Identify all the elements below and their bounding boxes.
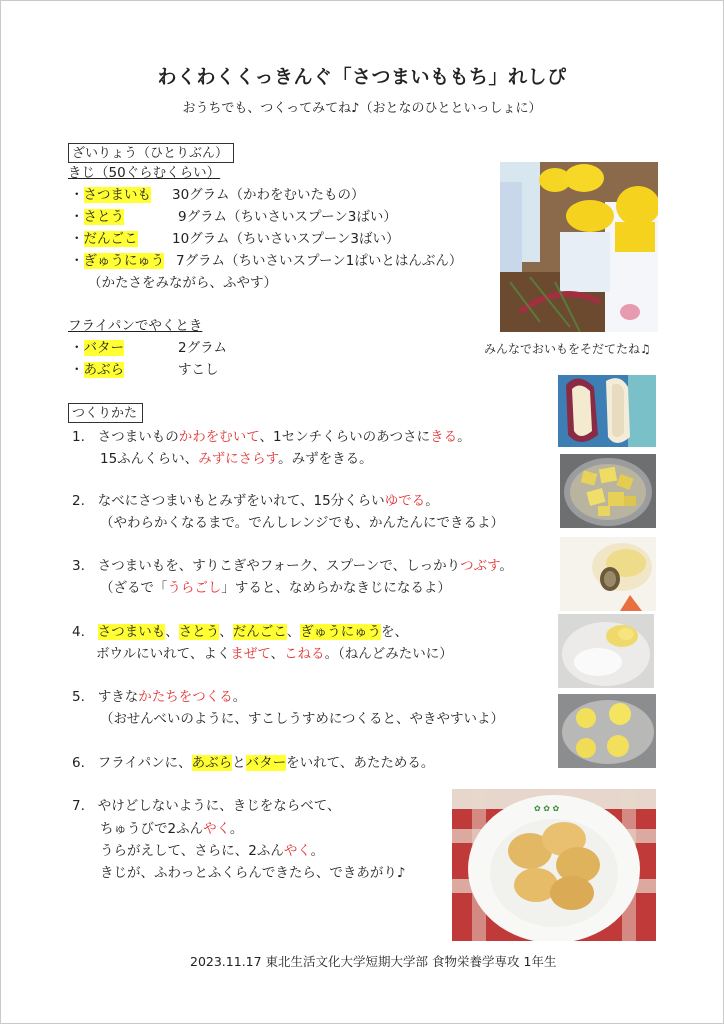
- step-7-line-1: 7. やけどしないように、きじをならべて、: [72, 798, 341, 814]
- step-3-photo: [560, 537, 656, 611]
- step-3-line-2: （ざるで「うらごし」すると、なめらかなきじになるよ）: [100, 580, 451, 596]
- step-7-line-2: ちゅうびで2ふんやく。: [100, 821, 244, 837]
- footer-credit: 2023.11.17 東北生活文化大学短期大学部 食物栄養学専攻 1年生: [190, 954, 557, 969]
- step-2-photo: [560, 454, 656, 528]
- step-2-line-2: （やわらかくなるまで。でんしレンジでも、かんたんにできるよ）: [100, 515, 505, 531]
- children-garden-photo: [500, 162, 658, 332]
- pan-heading: フライパンでやくとき: [68, 318, 203, 334]
- step-1-photo: [558, 375, 656, 447]
- step-7-line-4: きじが、ふわっとふくらんできたら、できあがり♪: [100, 865, 406, 881]
- steps-heading: つくりかた: [68, 403, 143, 423]
- finished-dish-photo: [452, 789, 656, 941]
- step-4-line-2: ボウルにいれて、よくまぜて、こねる。（ねんどみたいに）: [96, 646, 453, 662]
- step-7-line-3: うらがえして、さらに、2ふんやく。: [100, 843, 325, 859]
- ingredient-name: あぶら: [83, 362, 124, 378]
- page-title: わくわくくっきんぐ「さつまいももち」れしぴ: [157, 66, 567, 88]
- ingredient-amount: 10グラム（ちいさいスプーン3ばい）: [172, 231, 400, 247]
- step-5-line-1: 5. すきなかたちをつくる。: [72, 689, 247, 705]
- step-6-line-1: 6. フライパンに、あぶらとバターをいれて、あたためる。: [72, 755, 435, 771]
- ingredient-row: ・さとう: [70, 209, 124, 225]
- svg-text:✿ ✿ ✿: ✿ ✿ ✿: [534, 804, 560, 813]
- ingredient-amount: 30グラム（かわをむいたもの）: [172, 187, 365, 203]
- step-4-photo: [558, 614, 654, 688]
- ingredient-amount: 9グラム（ちいさいスプーン3ばい）: [178, 209, 397, 225]
- ingredient-amount: 7グラム（ちいさいスプーン1ぱいとはんぶん）: [176, 253, 463, 269]
- ingredient-name: さつまいも: [83, 187, 151, 203]
- ingredients-heading: ざいりょう（ひとりぶん）: [68, 143, 234, 163]
- step-5-line-2: （おせんべいのように、すこしうすめにつくると、やきやすいよ）: [100, 711, 505, 727]
- ingredient-amount: 2グラム: [178, 340, 227, 356]
- ingredient-row: ・さつまいも: [70, 187, 151, 203]
- ingredient-name: さとう: [83, 209, 124, 225]
- page-subtitle: おうちでも、つくってみてね♪（おとなのひとといっしょに）: [182, 101, 542, 116]
- ingredient-name: ぎゅうにゅう: [83, 253, 165, 269]
- ingredient-note: （かたさをみながら、ふやす）: [88, 275, 277, 291]
- photo-caption: みんなでおいもをそだてたね♫: [484, 342, 651, 356]
- ingredient-amount: すこし: [178, 362, 219, 378]
- ingredient-name: バター: [83, 340, 124, 356]
- step-2-line-1: 2. なべにさつまいもとみずをいれて、15分くらいゆでる。: [72, 493, 439, 509]
- ingredient-row: ・ぎゅうにゅう: [70, 253, 165, 269]
- step-3-line-1: 3. さつまいもを、すりこぎやフォーク、スプーンで、しっかりつぶす。: [72, 558, 514, 574]
- step-5-photo: [558, 694, 656, 768]
- ingredient-row: ・バター: [70, 340, 124, 356]
- step-1-line-2: 15ふんくらい、みずにさらす。みずをきる。: [100, 451, 373, 467]
- ingredient-name: だんごこ: [83, 231, 138, 247]
- step-4-line-1: 4. さつまいも、さとう、だんごこ、ぎゅうにゅうを、: [72, 624, 408, 640]
- dough-heading: きじ（50ぐらむくらい）: [68, 165, 221, 181]
- ingredient-row: ・だんごこ: [70, 231, 138, 247]
- ingredient-row: ・あぶら: [70, 362, 124, 378]
- step-1-line-1: 1. さつまいものかわをむいて、1センチくらいのあつさにきる。: [72, 429, 471, 445]
